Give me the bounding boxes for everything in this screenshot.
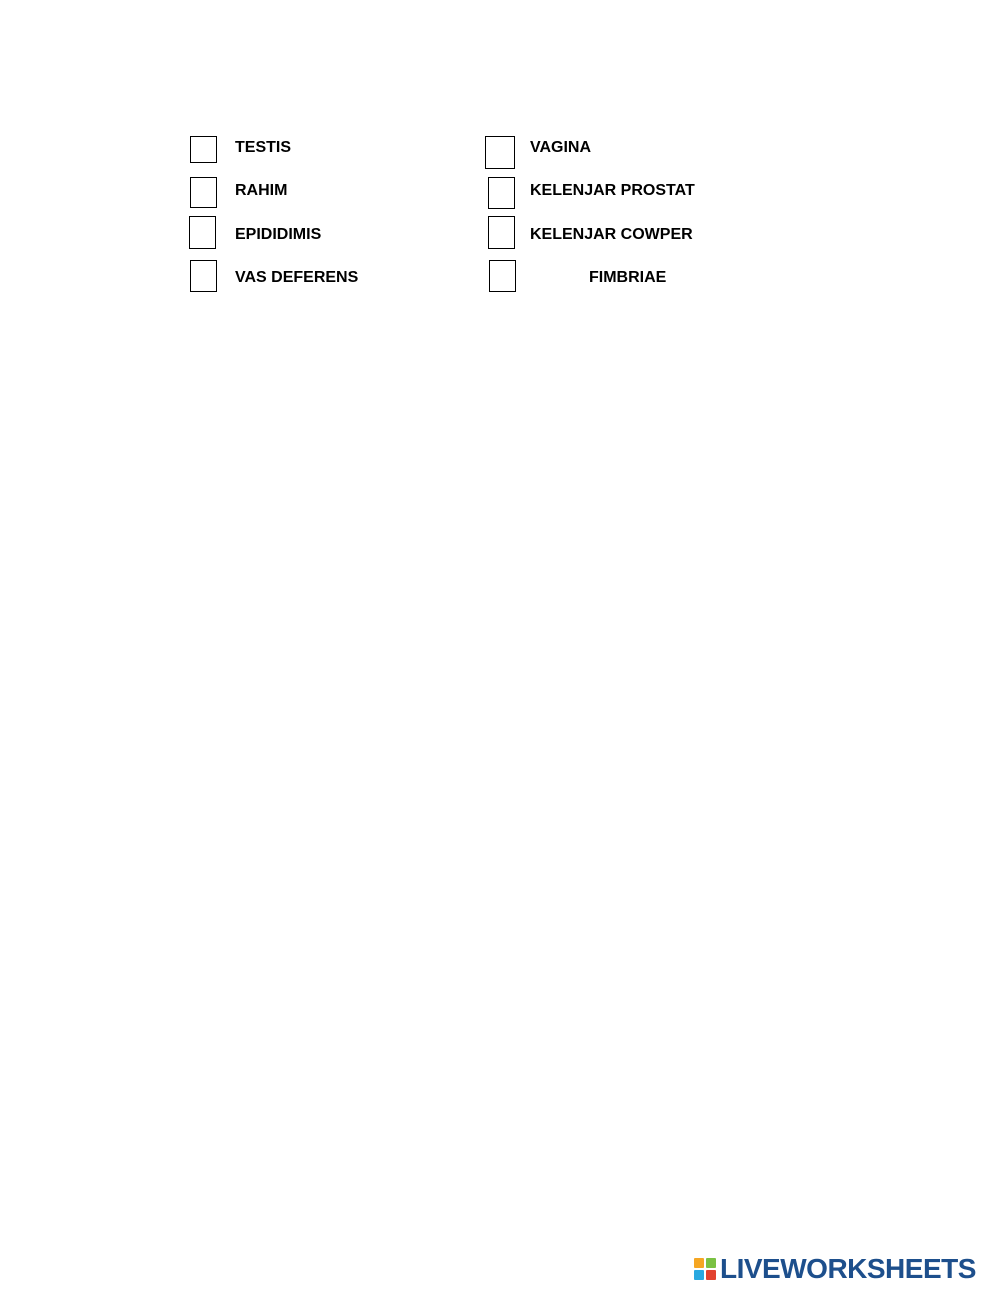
logo-square-icon [706,1258,716,1268]
option-label: EPIDIDIMIS [235,226,322,243]
option-label: KELENJAR PROSTAT [530,182,695,199]
checkbox-vas-deferens[interactable] [190,260,217,292]
checkbox-kelenjar-prostat[interactable] [488,177,515,209]
liveworksheets-logo [693,1255,976,1283]
option-label: TESTIS [235,139,292,156]
option-label: VAGINA [530,139,592,156]
checkbox-epididimis[interactable] [189,216,216,249]
liveworksheets-logo-icon [693,1257,717,1281]
option-label: RAHIM [235,182,288,199]
logo-square-icon [694,1270,704,1280]
checkbox-rahim[interactable] [190,177,217,208]
option-label: KELENJAR COWPER [530,226,693,243]
logo-text: LIVEWORKSHEETS [720,1253,976,1284]
option-label: FIMBRIAE [589,269,667,286]
logo-square-icon [706,1270,716,1280]
checkbox-fimbriae[interactable] [489,260,516,292]
checkbox-testis[interactable] [190,136,217,163]
logo-square-icon [694,1258,704,1268]
checkbox-vagina[interactable] [485,136,515,169]
checkbox-kelenjar-cowper[interactable] [488,216,515,249]
option-label: VAS DEFERENS [235,269,359,286]
